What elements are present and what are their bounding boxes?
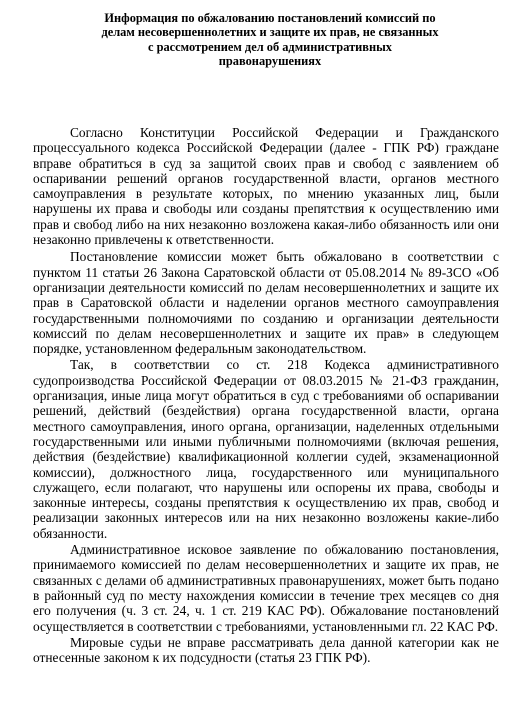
corner-mark <box>514 0 516 5</box>
document-title: Информация по обжалованию постановлений комиссий по делам несовершеннолетних и защите их прав, не связанных с рассмотрением дел об административных правонарушениях <box>101 11 439 68</box>
document-body <box>33 125 499 665</box>
paragraph-constitution-right: Согласно Конституции Российской Федерации и Гражданского процессуального кодекса Российской Федерации (далее - ГПК РФ) граждане вправе обратиться в суд за защитой своих прав и свобод с заявлением об оспаривании решений органов государственной власти, органов местного самоуправления в результате которых, по мнению указанных лиц, были нарушены их права и свободы или созданы препятствия к осуществлению ими прав и свобод либо на них незаконно возложена какая-либо обязанность или они незаконно привлечены к ответственности. <box>33 125 499 248</box>
paragraph-appeal-procedure: Постановление комиссии может быть обжаловано в соответствии с пунктом 11 статьи 26 Закона Саратовской области от 05.08.2014 № 89-ЗСО «Об организации деятельности комиссий по делам несовершеннолетних и защите их прав в Саратовской области и наделении органов местного самоуправления государственными полномочиями по созданию и организации деятельности комиссий по делам несовершеннолетних и защите их прав» в следующем порядке, установленном федеральным законодательством. <box>33 249 499 357</box>
paragraph-kas-article-218: Так, в соответствии со ст. 218 Кодекса административного судопроизводства Российской Федерации от 08.03.2015 № 21-ФЗ гражданин, организация, иные лица могут обратиться в суд с требованиями об оспаривании решений, действий (бездействия) органа государственной власти, органа местного самоуправления, иного органа, организации, наделенных отдельными государственными или иными публичными полномочиями (включая решения, действия (бездействие) квалификационной коллегии судей, экзаменационной комиссии), должностного лица, государственного или муниципального служащего, если полагают, что нарушены или оспорены их права, свободы и законные интересы, созданы препятствия к осуществлению их прав, свобод и реализации законных интересов или на них незаконно возложены какие-либо обязанности. <box>33 357 499 541</box>
paragraph-magistrate-judges: Мировые судьи не вправе рассматривать дела данной категории как не отнесенные законом к их подсудности (статья 23 ГПК РФ). <box>33 634 499 666</box>
paragraph-administrative-claim: Административное исковое заявление по обжалованию постановления, принимаемого комиссией по делам несовершеннолетних и защите их прав, не связанных с делами об административных правонарушениях, может быть подано в районный суд по месту нахождения комиссии в течение трех месяцев со дня его получения (ч. 3 ст. 24, ч. 1 ст. 219 КАС РФ). Обжалование постановлений осуществляется в соответствии с требованиями, установленными гл. 22 КАС РФ. <box>33 542 499 634</box>
